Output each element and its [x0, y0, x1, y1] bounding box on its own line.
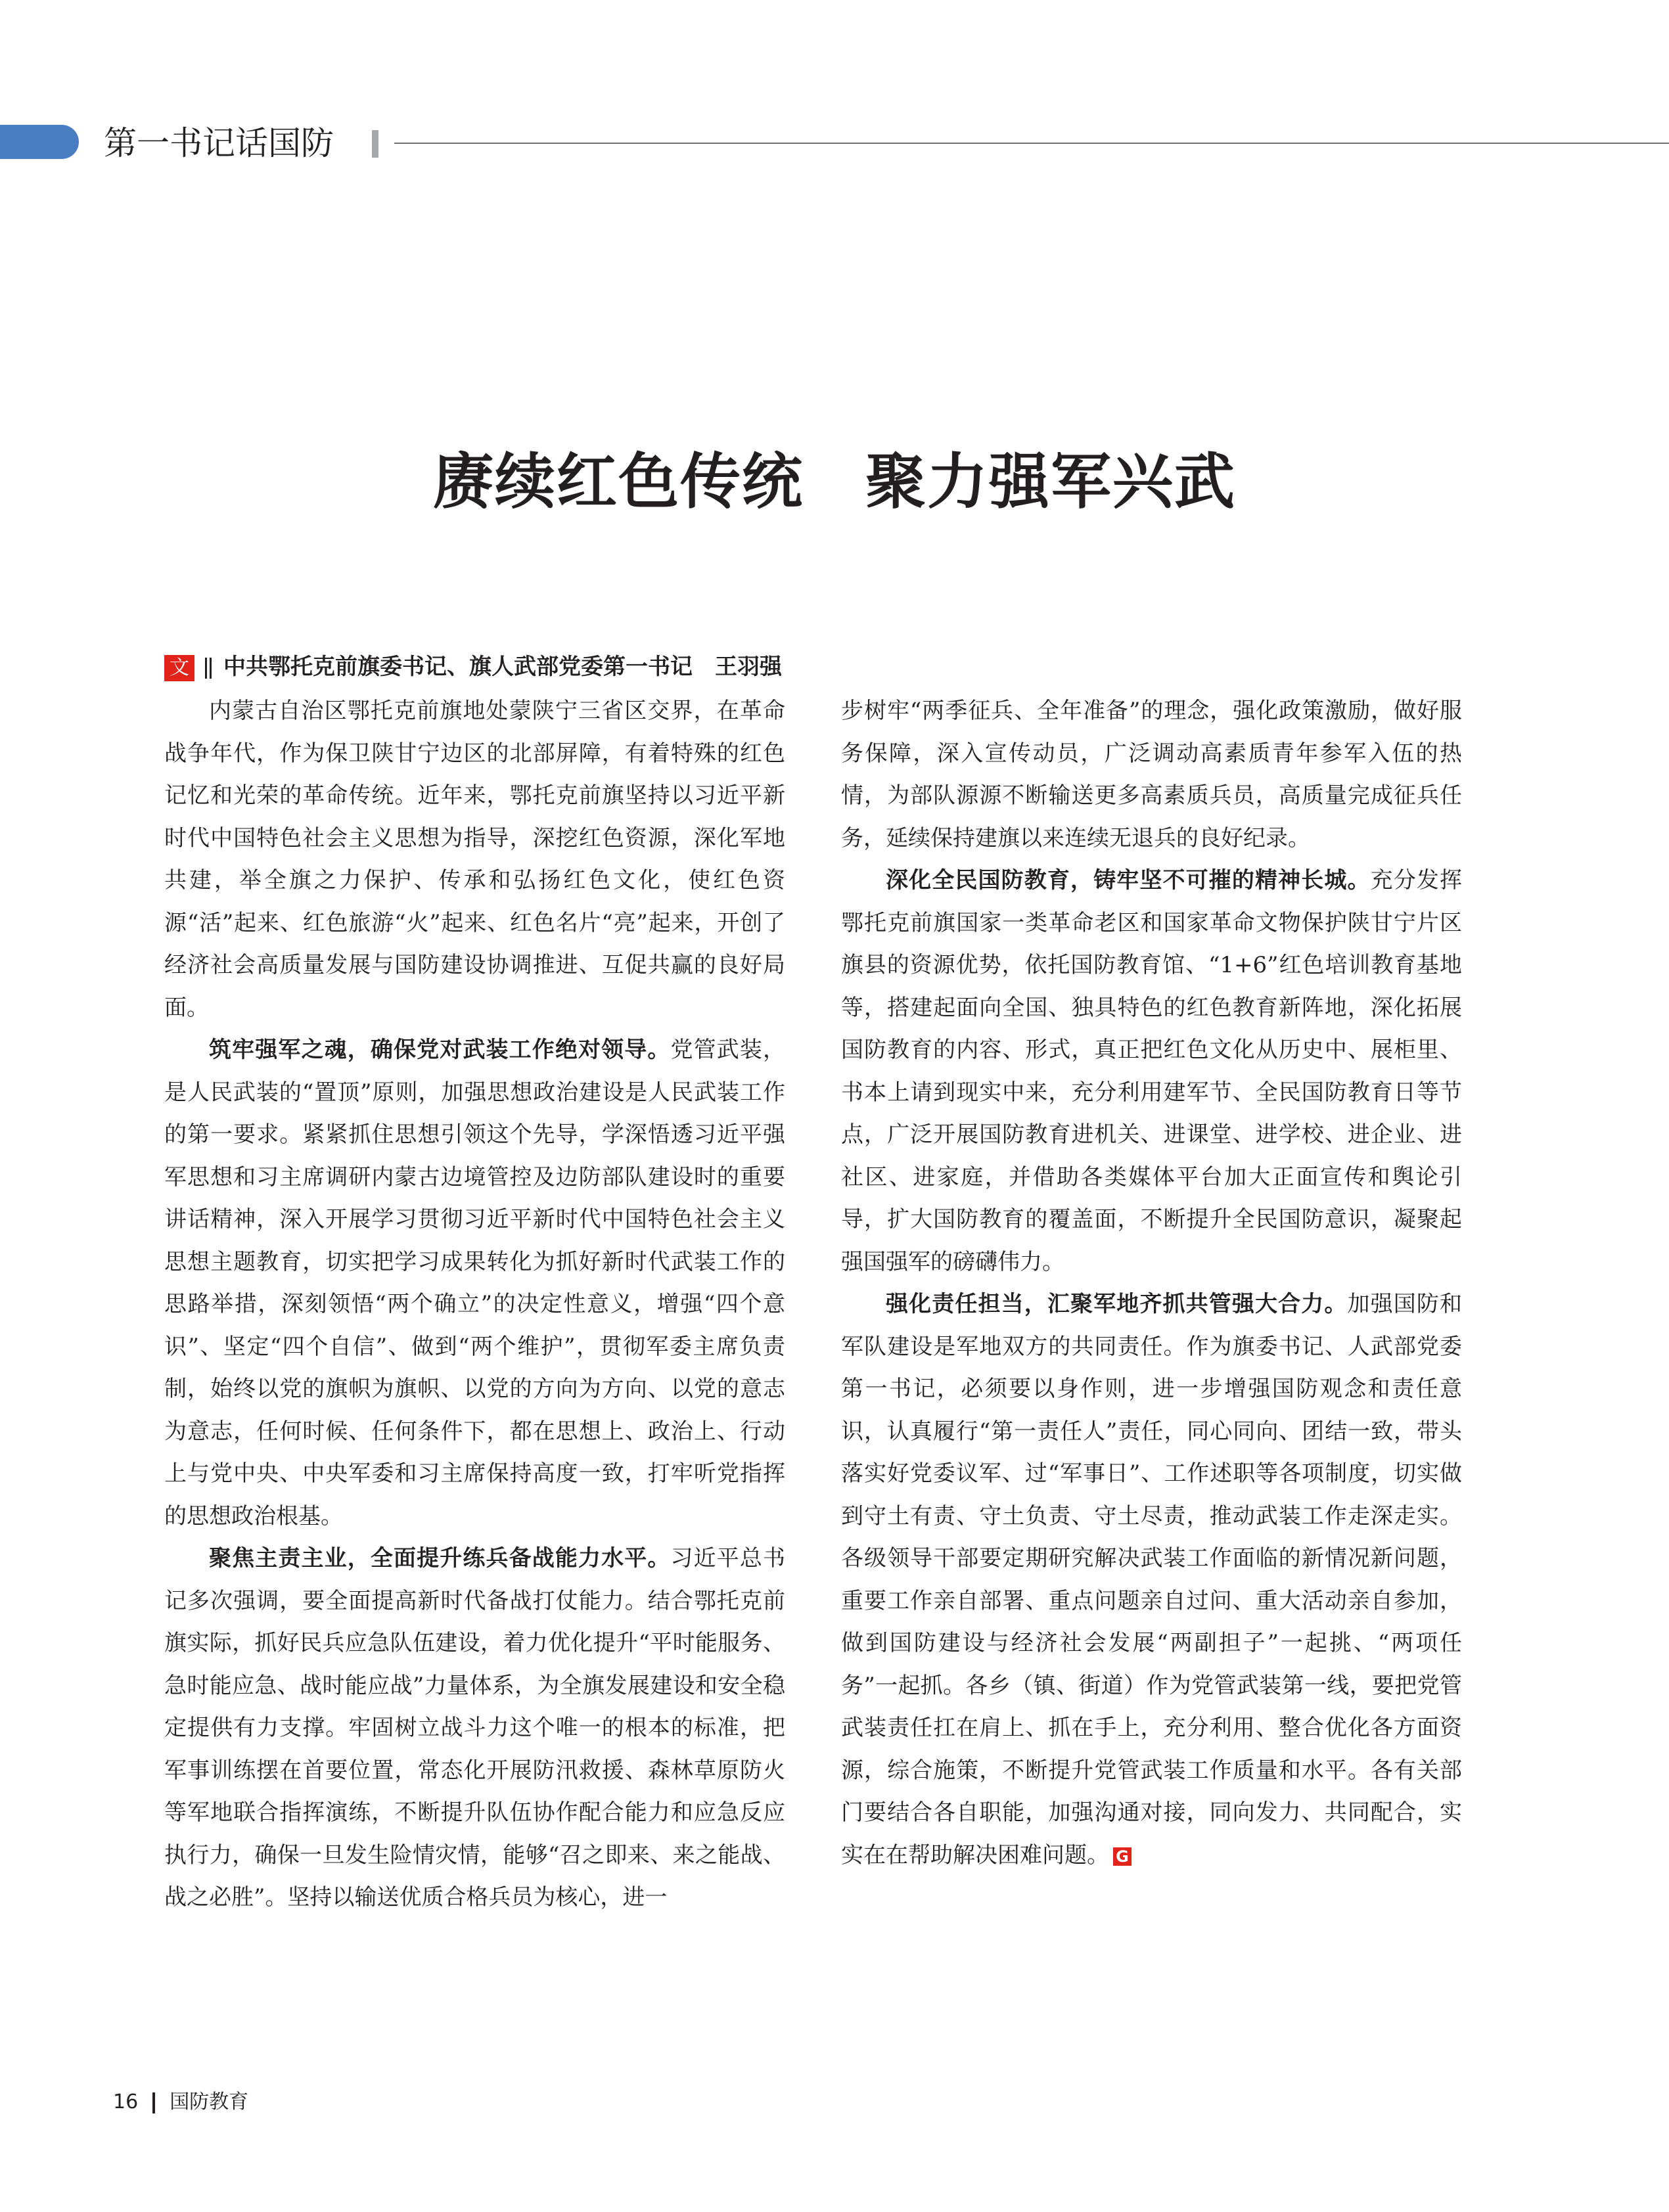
paragraph-body: 加强国防和军队建设是军地双方的共同责任。作为旗委书记、人武部党委第一书记，必须要以身作则，进一步增强国防观念和责任意识，认真履行“第一责任人”责任，同心同向、团结一致，带头落实好党委议军、过“军事日”、工作述职等各项制度，切实做到守土有责、守土负责、守土尽责，推动武装工作走深走实。各级领导干部要定期研究解决武装工作面临的新情况新问题，重要工作亲自部署、重点问题亲自过问、重大活动亲自参加，做到国防建设与经济社会发展“两副担子”一起挑、“两项任务”一起抓。各乡（镇、街道）作为党管武装第一线，要把党管武装责任扛在肩上、抓在手上，充分利用、整合优化各方面资源，综合施策，不断提升党管武装工作质量和水平。各有关部门要结合各自职能，加强沟通对接，同向发力、共同配合，实实在在帮助解决困难问题。 [841, 1291, 1462, 1868]
paragraph-body: 党管武装，是人民武装的“置顶”原则，加强思想政治建设是人民武装工作的第一要求。紧紧抓住思想引领这个先导，学深悟透习近平强军思想和习主席调研内蒙古边境管控及边防部队建设时的重要讲话精神，深入开展学习贯彻习近平新时代中国特色社会主义思想主题教育，切实把学习成果转化为抓好新时代武装工作的思路举措，深刻领悟“两个确立”的决定性意义，增强“四个意识”、坚定“四个自信”、做到“两个维护”，贯彻军委主席负责制，始终以党的旗帜为旗帜、以党的方向为方向、以党的意志为意志，任何时候、任何条件下，都在思想上、政治上、行动上与党中央、中央军委和习主席保持高度一致，打牢听党指挥的思想政治根基。 [164, 1037, 785, 1529]
paragraph-intro: 内蒙古自治区鄂托克前旗地处蒙陕宁三省区交界，在革命战争年代，作为保卫陕甘宁边区的北部屏障，有着特殊的红色记忆和光荣的革命传统。近年来，鄂托克前旗坚持以习近平新时代中国特色社会主义思想为指导，深挖红色资源，深化军地共建，举全旗之力保护、传承和弘扬红色文化，使红色资源“活”起来、红色旅游“火”起来、红色名片“亮”起来，开创了经济社会高质量发展与国防建设协调推进、互促共赢的良好局面。 [164, 698, 785, 1021]
paragraph-combat-readiness [164, 1537, 785, 1919]
paragraph-party-leadership [164, 1029, 785, 1537]
paragraph-heading: 筑牢强军之魂，确保党对武装工作绝对领导。 [209, 1037, 671, 1063]
paragraph-continuation: 步树牢“两季征兵、全年准备”的理念，强化政策激励，做好服务保障，深入宣传动员，广泛调动高素质青年参军入伍的热情，为部队源源不断输送更多高素质兵员，高质量完成征兵任务，延续保持建旗以来连续无退兵的良好纪录。 [841, 698, 1462, 851]
byline [164, 650, 782, 683]
paragraph-defense-education [841, 859, 1462, 1283]
paragraph-heading: 强化责任担当，汇聚军地齐抓共管强大合力。 [886, 1291, 1348, 1317]
right-column [841, 690, 1462, 1876]
page-footer [113, 2086, 248, 2119]
section-divider-bar [372, 130, 378, 158]
section-title: 第一书记话国防 [104, 124, 334, 162]
footer-divider [152, 2092, 155, 2113]
left-column [164, 690, 785, 1919]
paragraph-responsibility [841, 1283, 1462, 1876]
section-pill-marker [0, 125, 79, 159]
byline-divider [205, 658, 212, 679]
end-mark-icon: G [1113, 1847, 1132, 1866]
magazine-name: 国防教育 [170, 2090, 249, 2113]
byline-author: 中共鄂托克前旗委书记、旗人武部党委第一书记 王羽强 [223, 654, 782, 680]
article-title: 赓续红色传统 聚力强军兴武 [432, 447, 1236, 517]
header-rule [394, 143, 1669, 144]
paragraph-heading: 深化全民国防教育，铸牢坚不可摧的精神长城。 [886, 867, 1371, 893]
paragraph-heading: 聚焦主责主业，全面提升练兵备战能力水平。 [209, 1545, 671, 1571]
paragraph-body: 习近平总书记多次强调，要全面提高新时代备战打仗能力。结合鄂托克前旗实际，抓好民兵应急队伍建设，着力优化提升“平时能服务、急时能应急、战时能应战”力量体系，为全旗发展建设和安全稳定提供有力支撑。牢固树立战斗力这个唯一的根本的标准，把军事训练摆在首要位置，常态化开展防汛救援、森林草原防火等军地联合指挥演练，不断提升队伍协作配合能力和应急反应执行力，确保一旦发生险情灾情，能够“召之即来、来之能战、战之必胜”。坚持以输送优质合格兵员为核心，进一 [164, 1545, 785, 1910]
page-number: 16 [113, 2090, 139, 2113]
paragraph-body: 充分发挥鄂托克前旗国家一类革命老区和国家革命文物保护陕甘宁片区旗县的资源优势，依托国防教育馆、“1+6”红色培训教育基地等，搭建起面向全国、独具特色的红色教育新阵地，深化拓展国防教育的内容、形式，真正把红色文化从历史中、展柜里、书本上请到现实中来，充分利用建军节、全民国防教育日等节点，广泛开展国防教育进机关、进课堂、进学校、进企业、进社区、进家庭，并借助各类媒体平台加大正面宣传和舆论引导，扩大国防教育的覆盖面，不断提升全民国防意识，凝聚起强国强军的磅礴伟力。 [841, 867, 1462, 1275]
byline-badge: 文 [164, 655, 194, 681]
